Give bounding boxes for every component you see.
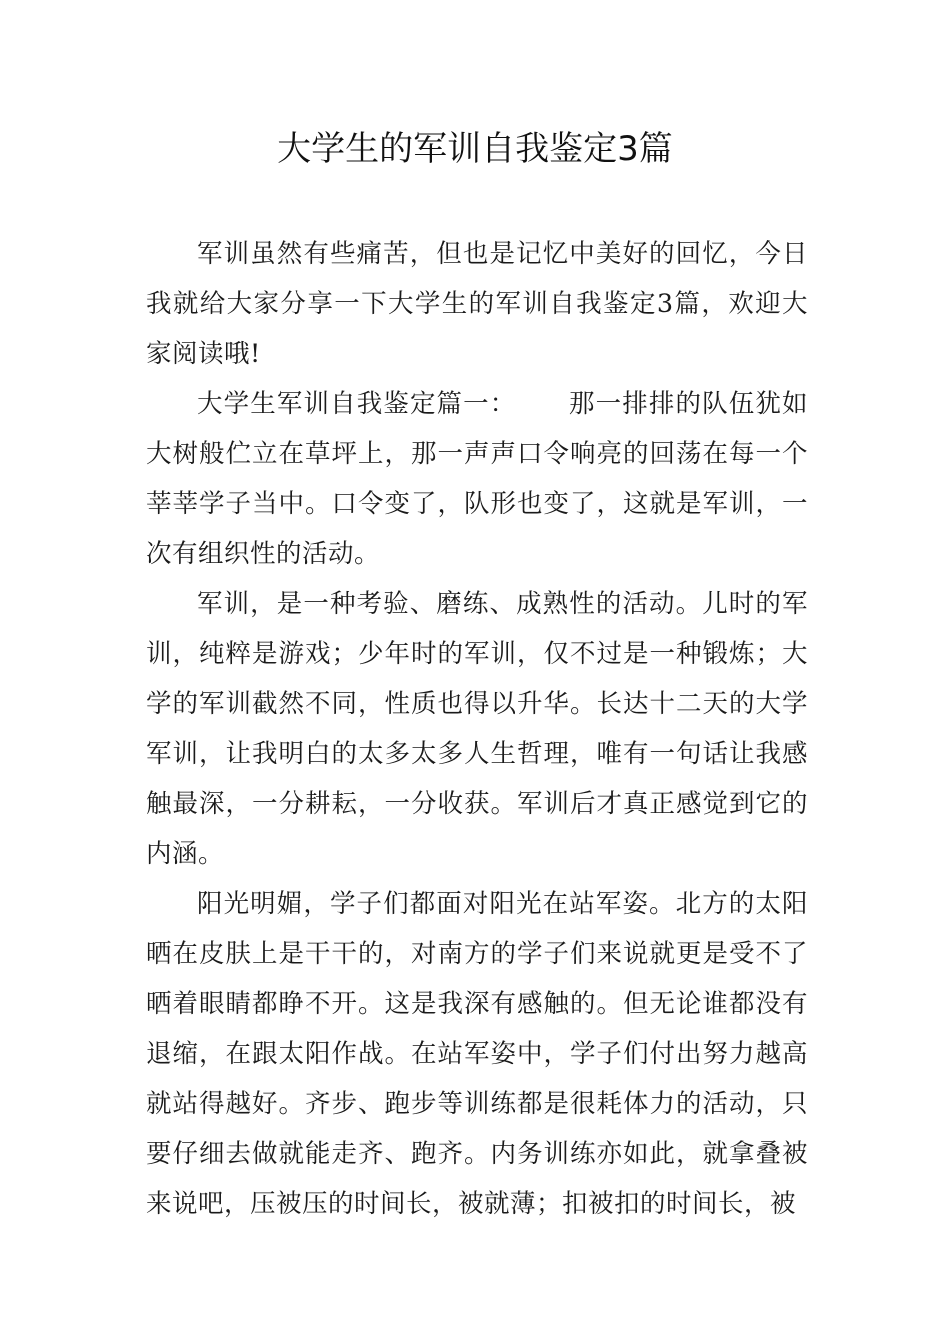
section-heading: 大学生军训自我鉴定篇一： [197,389,517,419]
paragraph-text: 阳光明媚，学子们都面对阳光在站军姿。北方的太阳晒在皮肤上是干干的，对南方的学子们来说就更是受不了晒着眼睛都睁不开。这是我深有感触的。但无论谁都没有退缩，在跟太阳作战。在站军姿中，学子们付出努力越高就站得越好。齐步、跑步等训练都是很耗体力的活动，只要仔细去做就能走齐、跑齐。内务训练亦如此，就拿叠被来说吧，压被压的时间长，被就薄；扣被扣的时间长，被 [146,889,808,1219]
paragraph-sunshine [146,879,808,1229]
document-body [146,229,808,1229]
paragraph-intro [146,229,808,379]
paragraph-text: 军训虽然有些痛苦，但也是记忆中美好的回忆，今日我就给大家分享一下大学生的军训自我鉴定3篇，欢迎大家阅读哦! [146,239,808,369]
paragraph-text: 那一排排的队伍犹如大树般伫立在草坪上，那一声声口令响亮的回荡在每一个莘莘学子当中。口令变了，队形也变了，这就是军训，一次有组织性的活动。 [146,389,808,569]
paragraph-section-one [146,379,808,579]
paragraph-training [146,579,808,879]
paragraph-text: 军训，是一种考验、磨练、成熟性的活动。儿时的军训，纯粹是游戏；少年时的军训，仅不过是一种锻炼；大学的军训截然不同，性质也得以升华。长达十二天的大学军训，让我明白的太多太多人生哲理，唯有一句话让我感触最深，一分耕耘，一分收获。军训后才真正感觉到它的内涵。 [146,589,808,869]
document-title: 大学生的军训自我鉴定3篇 [277,129,673,169]
